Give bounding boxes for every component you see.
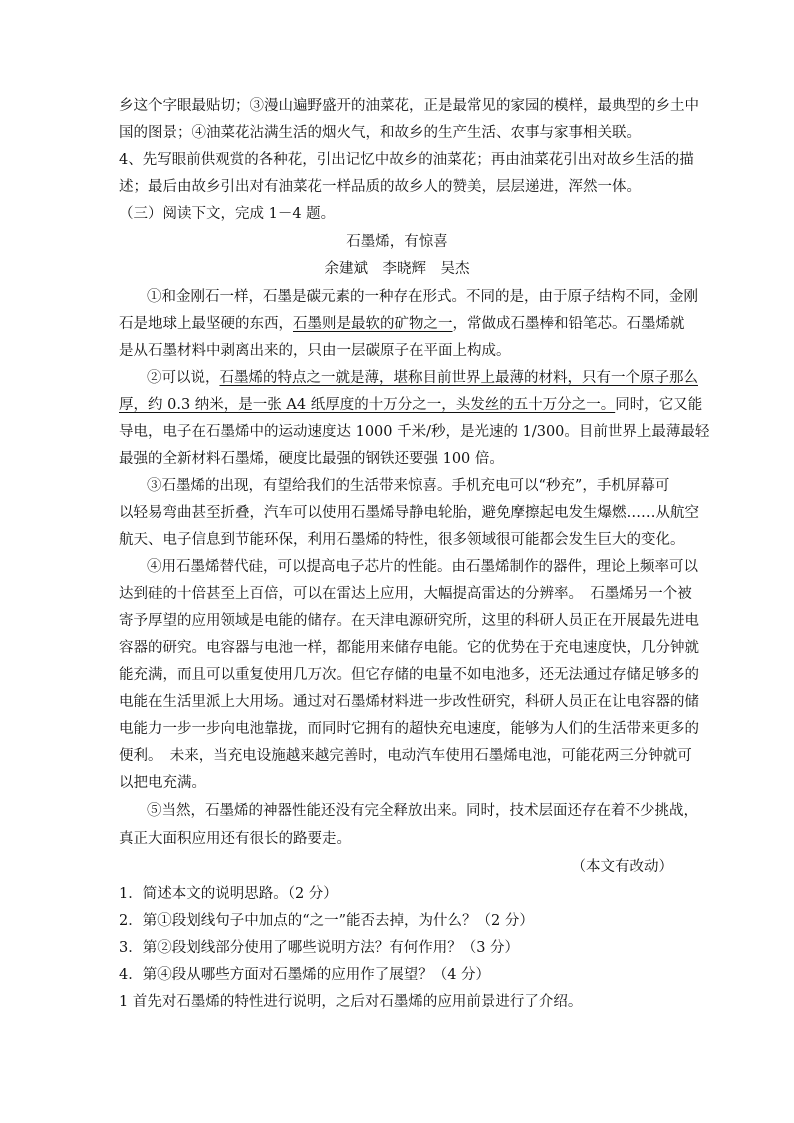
article-title: 石墨烯，有惊喜 bbox=[346, 234, 448, 250]
paragraph-5-line: 真正大面积应用还有很长的路要走。 bbox=[119, 831, 351, 847]
question-3: 3．第②段划线部分使用了哪些说明方法？有何作用？（3 分） bbox=[119, 940, 520, 956]
text-span: ，常做成石墨棒和铅笔芯。石墨烯就 bbox=[452, 316, 685, 332]
text-span: ②可以说， bbox=[147, 370, 220, 386]
underlined-passage: 石墨烯的特点之一就是薄，堪称目前世界上最薄的材料，只有一个原子那么 bbox=[219, 370, 698, 386]
paragraph-3-line: 航天、电子信息到节能环保，利用石墨烯的特性，很多领域很可能都会发生巨大的变化。 bbox=[119, 532, 685, 548]
paragraph-3-line: 以轻易弯曲甚至折叠，汽车可以使用石墨烯导静电轮胎，避免摩擦起电发生爆燃……从航空 bbox=[119, 505, 699, 521]
text-span: 石是地球上最坚硬的东西， bbox=[119, 316, 293, 332]
paragraph-3-line: ③石墨烯的出现，有望给我们的生活带来惊喜。手机充电可以“秒充”，手机屏幕可 bbox=[147, 478, 670, 494]
underlined-passage: 厚，约 0.3 纳米，是一张 A4 纸厚度的十万分之一，头发丝的五十万分之一。 bbox=[119, 397, 616, 413]
paragraph-1-line: ①和金刚石一样，石墨是碳元素的一种存在形式。不同的是，由于原子结构不同，金刚 bbox=[147, 289, 698, 305]
question-1: 1．简述本文的说明思路。（2 分） bbox=[119, 886, 338, 902]
paragraph-4-line: 容器的研究。电容器与电池一样，都能用来储存电能。它的优势在于充电速度快，几分钟就 bbox=[119, 640, 699, 656]
answer-1: 1 首先对石墨烯的特性进行说明，之后对石墨烯的应用前景进行了介绍。 bbox=[119, 994, 583, 1010]
source-note: （本文有改动） bbox=[571, 859, 673, 875]
paragraph-2-line bbox=[147, 368, 698, 388]
paragraph-4-line: 能充满，而且可以重复使用几万次。但它存储的电量不如电池多，还无法通过存储足够多的 bbox=[119, 667, 699, 683]
paragraph-1-line: 是从石墨材料中剥离出来的，只由一层碳原子在平面上构成。 bbox=[119, 343, 511, 359]
paragraph-4-line: 电能力一步一步向电池靠拢，而同时它拥有的超快充电速度，能够为人们的生活带来更多的 bbox=[119, 721, 699, 737]
paragraph-2-line: 导电，电子在石墨烯中的运动速度达 1000 千米/秒，是光速的 1/300。目前世界上最薄最轻 bbox=[119, 424, 710, 440]
paragraph-4-line: 便利。 未来，当充电设施越来越完善时，电动汽车使用石墨烯电池，可能花两三分钟就可 bbox=[119, 748, 692, 764]
question-2: 2．第①段划线句子中加点的“之一”能否去掉，为什么？（2 分） bbox=[119, 913, 534, 929]
previous-answer-line: 4、先写眼前供观赏的各种花，引出记忆中故乡的油菜花；再由油菜花引出对故乡生活的描 bbox=[119, 152, 694, 168]
paragraph-2-line: 最强的全新材料石墨烯，硬度比最强的钢铁还要强 100 倍。 bbox=[119, 451, 504, 467]
section-intro: （三）阅读下文，完成 1－4 题。 bbox=[119, 206, 336, 222]
previous-answer-line: 述；最后由故乡引出对有油菜花一样品质的故乡人的赞美，层层递进，浑然一体。 bbox=[119, 179, 641, 195]
question-4: 4．第④段从哪些方面对石墨烯的应用作了展望？（4 分） bbox=[119, 967, 491, 983]
underlined-sentence: 石墨则是最软的矿物之一 bbox=[293, 316, 453, 332]
paragraph-1-line bbox=[119, 314, 685, 334]
paragraph-4-line: 以把电充满。 bbox=[119, 775, 206, 791]
paragraph-4-line: 电能在生活里派上大用场。通过对石墨烯材料进一步改性研究，科研人员正在让电容器的储 bbox=[119, 694, 699, 710]
paragraph-4-line: 寄予厚望的应用领域是电能的储存。在天津电源研究所，这里的科研人员正在开展最先进电 bbox=[119, 613, 699, 629]
paragraph-5-line: ⑤当然，石墨烯的神器性能还没有完全释放出来。同时，技术层面还存在着不少挑战， bbox=[147, 803, 698, 819]
previous-answer-line: 国的图景；④油菜花沾满生活的烟火气，和故乡的生产生活、农事与家事相关联。 bbox=[119, 125, 641, 141]
paragraph-4-line: ④用石墨烯替代硅，可以提高电子芯片的性能。由石墨烯制作的器件，理论上频率可以 bbox=[147, 559, 698, 575]
previous-answer-line: 乡这个字眼最贴切；③漫山遍野盛开的油菜花，正是最常见的家园的模样，最典型的乡土中 bbox=[119, 98, 699, 114]
text-span: 同时，它又能 bbox=[615, 397, 703, 413]
paragraph-2-line bbox=[119, 395, 703, 415]
paragraph-4-line: 达到硅的十倍甚至上百倍，可以在雷达上应用，大幅提高雷达的分辨率。 石墨烯另一个被 bbox=[119, 586, 692, 602]
article-authors: 余建斌 李晓辉 吴杰 bbox=[324, 261, 470, 277]
